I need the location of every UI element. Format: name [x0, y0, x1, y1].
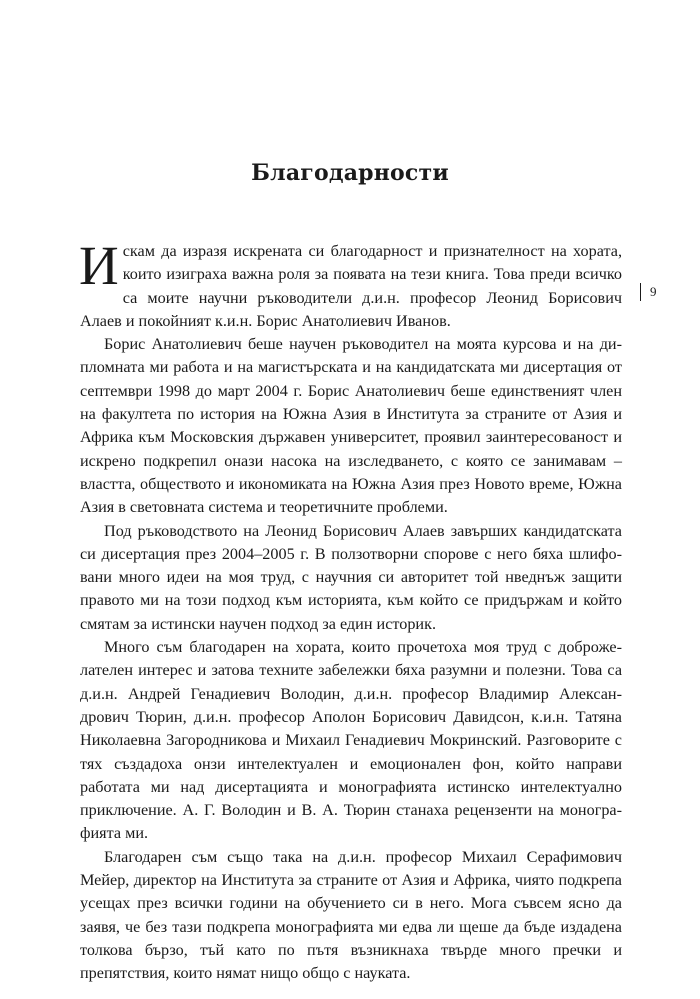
paragraph-4: Много съм благодарен на хората, които прочетоха моя труд с доброжелателен интерес и затова техните забележки бяха разумни и полезни. Това са д.и.н. Андрей Генадиевич Володин, д.и.н. професор Владимир Александрович Тюрин, д.и.н. професор Аполон Борисович Давидсон, к.и.н. Татяна Николаевна Загородникова и Михаил Генадиевич Мокринский. Разговорите с тях създадоха онзи интелектуален и емоционален фон, който направи работата ми над дисертацията и монографията истинско интелектуално приключение. А. Г. Володин и В. А. Тюрин станаха рецензенти на монографията ми.: [80, 638, 622, 843]
drop-cap: И: [79, 235, 119, 296]
paragraph-2: Борис Анатолиевич беше научен ръководител на моята курсова и на дипломната ми работа и на магистърската и на кандидатската ми дисертация от септември 1998 до март 2004 г. Борис Анатолиевич беше единственият член на факултета по история на Южна Азия в Института за страните от Азия и Африка към Московския държавен университет, проявил заинтересованост и искрено подкрепил онази насока на изследването, с която се занимавам – властта, обществото и икономиката на Южна Азия през Новото време, Южна Азия в световната система и теоретичните проблеми.: [80, 335, 622, 517]
body-text: [79, 235, 622, 986]
paragraph-1-text: скам да изразя искрената си благодарност и признателност на хората, които изиграха важна роля за появата на тези книга. Това преди всичко са моите научни ръководители д.и.н. професор Леонид Борисович Алаев и покойният к.и.н. Борис Анатолиевич Иванов.: [80, 242, 622, 330]
paragraph-1: [79, 235, 622, 333]
paragraph-5: Благодарен съм също така на д.и.н. професор Михаил Серафимович Мейер, директор на Института за страните от Азия и Африка, чиято подкрепа усещах през всички години на обучението си в него. Мога съвсем ясно да заявя, че без тази подкрепа монографията ми едва ли щеше да бъде издадена толкова бързо, тъй като по пътя възникнаха твърде много пречки и препятствия, които нямат нищо общо с науката.: [80, 847, 622, 983]
page-number: 9: [640, 283, 657, 301]
paragraph-3: Под ръководството на Леонид Борисович Алаев завърших кандидатската си дисертация през 2004–2005 г. В ползотворни спорове с него бяха шлифовани много идеи на моя труд, с научния си авторитет той нведнъж защити правото ми на този подход към историята, към който се придържам и който смятам за истински научен подход за един историк.: [80, 521, 622, 633]
page-title: Благодарности: [251, 160, 449, 186]
